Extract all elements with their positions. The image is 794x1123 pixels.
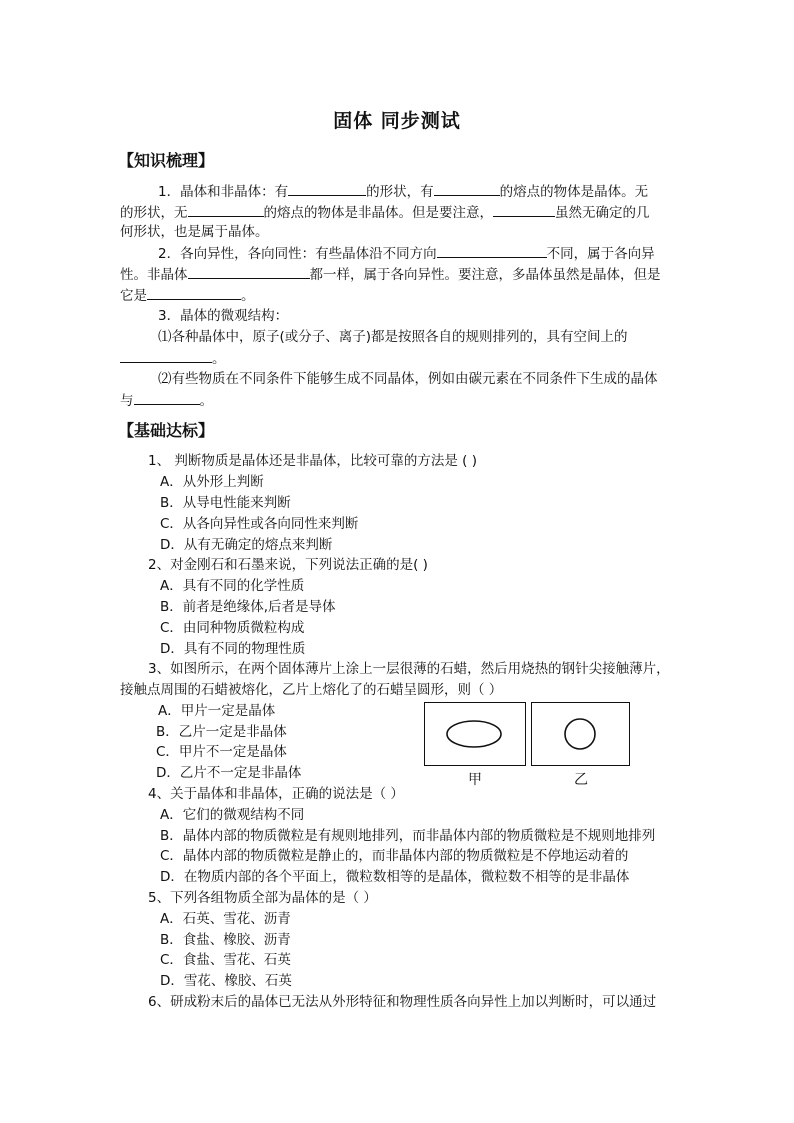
knowledge-p3-sub2: ⑵有些物质在不同条件下能够生成不同晶体，例如由碳元素在不同条件下生成的晶体: [158, 371, 658, 387]
text: 都一样，属于各向异性。要注意，多晶体虽然是晶体，但是: [309, 267, 661, 283]
text: 。: [212, 351, 226, 367]
knowledge-p3-sub1-end: [120, 348, 226, 369]
question-6-stem: 6、研成粉末后的晶体已无法从外形特征和物理性质各向异性上加以判断时，可以通过: [148, 994, 657, 1010]
fill-blank[interactable]: [493, 202, 555, 217]
fill-blank[interactable]: [188, 264, 310, 279]
knowledge-p3-sub2-end: [120, 390, 213, 411]
question-1-option-c[interactable]: C．从各向异性或各向同性来判断: [160, 516, 359, 532]
text: 的形状，无: [120, 205, 188, 221]
section-heading-knowledge: 【知识梳理】: [118, 151, 215, 170]
circle-wax-shape: [532, 703, 629, 765]
figure-label-jia: 甲: [468, 772, 482, 788]
knowledge-p2-line1: [158, 243, 655, 264]
question-3-option-d[interactable]: D．乙片不一定是非晶体: [156, 765, 302, 781]
figure-plate-yi: [531, 702, 630, 766]
document-title: 固体 同步测试: [333, 110, 461, 132]
knowledge-p1-line2: [120, 202, 650, 223]
question-2-option-a[interactable]: A．具有不同的化学性质: [160, 578, 305, 594]
question-4-option-d[interactable]: D．在物质内部的各个平面上，微粒数相等的是晶体，微粒数不相等的是非晶体: [160, 869, 630, 885]
text: 不同，属于各向异: [546, 246, 655, 262]
question-1-stem: 1、 判断物质是晶体还是非晶体，比较可靠的方法是 ( ): [148, 453, 477, 469]
text: 1．晶体和非晶体：有: [158, 184, 289, 200]
text: 的形状，有: [366, 184, 434, 200]
section-heading-basics: 【基础达标】: [118, 421, 215, 440]
knowledge-p2-line2: [120, 264, 661, 285]
question-1-option-a[interactable]: A．从外形上判断: [160, 474, 264, 490]
question-5-option-d[interactable]: D．雪花、橡胶、石英: [160, 973, 292, 989]
fill-blank[interactable]: [434, 181, 500, 196]
question-1-option-b[interactable]: B．从导电性能来判断: [160, 495, 291, 511]
knowledge-p3-head: 3．晶体的微观结构：: [158, 308, 289, 324]
question-4-option-b[interactable]: B．晶体内部的物质微粒是有规则地排列，而非晶体内部的物质微粒是不规则地排列: [160, 828, 656, 844]
knowledge-p1-line3: 何形状，也是属于晶体。: [120, 224, 269, 240]
question-5-option-a[interactable]: A．石英、雪花、沥青: [160, 911, 291, 927]
fill-blank[interactable]: [437, 243, 547, 258]
question-3-option-b[interactable]: B．乙片一定是非晶体: [156, 724, 287, 740]
text: 性。非晶体: [120, 267, 188, 283]
ellipse-wax-shape: [425, 703, 525, 765]
knowledge-p1-line1: [158, 181, 648, 202]
fill-blank[interactable]: [188, 202, 264, 217]
question-3-stem: 3、如图所示，在两个固体薄片上涂上一层很薄的石蜡，然后用烧热的钢针尖接触薄片，: [148, 661, 670, 677]
question-5-stem: 5、下列各组物质全部为晶体的是（ ）: [148, 890, 377, 906]
question-2-option-d[interactable]: D．具有不同的物理性质: [160, 641, 306, 657]
question-2-stem: 2、对金刚石和石墨来说，下列说法正确的是( ): [148, 557, 428, 573]
question-4-option-a[interactable]: A．它们的微观结构不同: [160, 807, 305, 823]
text: 的熔点的物体是非晶体。但是要注意，: [263, 205, 493, 221]
question-3-option-a[interactable]: A．甲片一定是晶体: [158, 703, 276, 719]
text: 与: [120, 393, 134, 409]
question-5-option-c[interactable]: C．食盐、雪花、石英: [160, 952, 291, 968]
fill-blank[interactable]: [120, 348, 212, 363]
fill-blank[interactable]: [134, 390, 200, 405]
figure-plate-jia: [424, 702, 526, 766]
figure-label-yi: 乙: [574, 772, 588, 788]
text: 的熔点的物体是晶体。无: [499, 184, 649, 200]
knowledge-p3-sub1: ⑴各种晶体中，原子(或分子、离子)都是按照各自的规则排列的，具有空间上的: [158, 329, 628, 345]
fill-blank[interactable]: [288, 181, 366, 196]
fill-blank[interactable]: [147, 285, 241, 300]
question-5-option-b[interactable]: B．食盐、橡胶、沥青: [160, 932, 291, 948]
question-3-stem-line2: 接触点周围的石蜡被熔化，乙片上熔化了的石蜡呈圆形，则（ ）: [120, 682, 503, 698]
question-3-option-c[interactable]: C．甲片不一定是晶体: [156, 744, 287, 760]
text: 。: [199, 393, 213, 409]
text: 它是: [120, 288, 147, 304]
question-1-option-d[interactable]: D．从有无确定的熔点来判断: [160, 537, 333, 553]
question-4-option-c[interactable]: C．晶体内部的物质微粒是静止的，而非晶体内部的物质微粒是不停地运动着的: [160, 848, 629, 864]
question-2-option-b[interactable]: B．前者是绝缘体,后者是导体: [160, 599, 336, 615]
text: 2．各向异性，各向同性：有些晶体沿不同方向: [158, 246, 437, 262]
question-2-option-c[interactable]: C．由同种物质微粒构成: [160, 620, 305, 636]
text: 。: [241, 288, 255, 304]
text: 虽然无确定的几: [555, 205, 650, 221]
question-4-stem: 4、关于晶体和非晶体，正确的说法是（ ）: [148, 786, 404, 802]
knowledge-p2-line3: [120, 285, 255, 306]
